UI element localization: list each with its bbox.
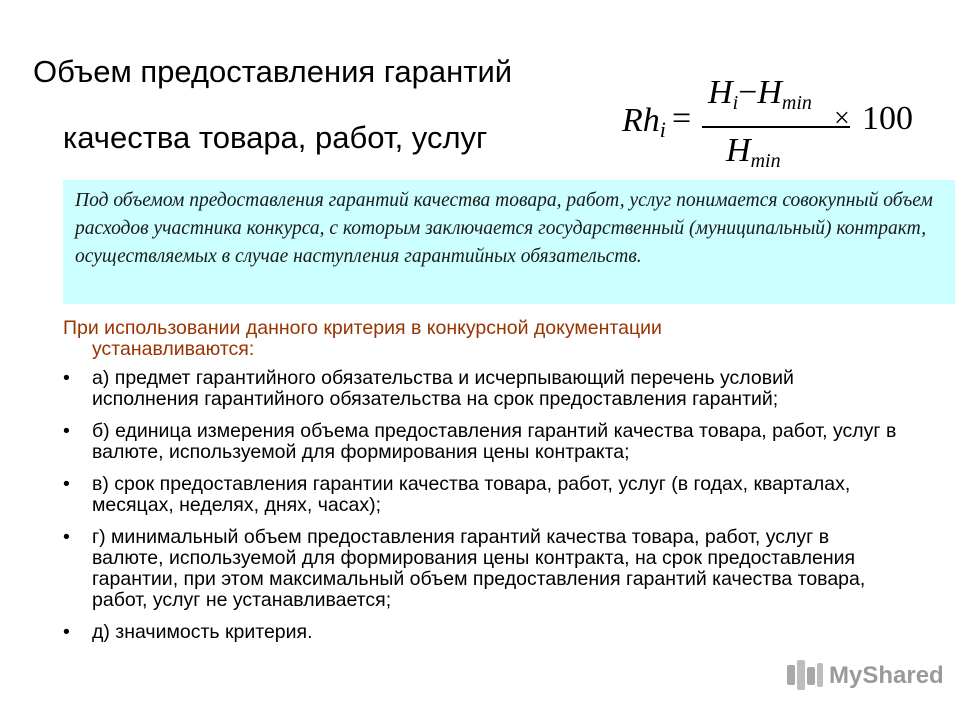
list-item: • в) срок предоставления гарантии качества товара, работ, услуг (в годах, кварталах, месяцах, неделях, днях, часах); <box>63 473 851 516</box>
formula-lhs: $Rh_i$ <box>622 102 666 142</box>
formula-times: × <box>834 103 850 134</box>
intro-text <box>63 318 883 360</box>
intro-line-1: При использовании данного критерия в конкурсной документации <box>63 317 662 339</box>
list-item: • д) значимость критерия. <box>63 621 313 643</box>
intro-line-2: устанавливаются: <box>92 338 255 360</box>
slide-title-line-1: Объем предоставления гарантий <box>33 54 513 89</box>
bullet-icon: • <box>63 367 70 389</box>
formula-fraction-bar <box>702 126 850 128</box>
criteria-list <box>63 368 903 654</box>
bullet-icon: • <box>63 420 70 442</box>
bullet-icon: • <box>63 473 70 495</box>
formula-numerator: $H_i-H_{min}$ <box>708 74 812 114</box>
formula-equals: = <box>672 100 692 137</box>
watermark <box>785 657 944 693</box>
bullet-icon: • <box>63 526 70 548</box>
slide-title-line-2: качества товара, работ, услуг <box>63 120 488 155</box>
list-item: • б) единица измерения объема предоставления гарантий качества товара, работ, услуг в валюте, используемой для формирования цены контракта; <box>63 420 897 463</box>
formula-denominator: $H_{min}$ <box>726 132 781 172</box>
list-item: • а) предмет гарантийного обязательства и исчерпывающий перечень условий исполнения гарантийного обязательства на срок предоставления гарантий; <box>63 367 794 410</box>
myshared-logo-icon <box>785 657 825 693</box>
formula-factor: 100 <box>862 100 913 137</box>
definition-text: Под объемом предоставления гарантий качества товара, работ, услуг понимается совокупный объем расходов участника конкурса, с которым заключается государственный (муниципальный) контракт, осуществляемых в случае наступления гарантийных обязательств. <box>75 190 933 267</box>
formula <box>622 70 922 170</box>
bullet-icon: • <box>63 621 70 643</box>
list-item: • г) минимальный объем предоставления гарантий качества товара, работ, услуг в валюте, используемой для формирования цены контракта, на срок предоставления гарантии, при этом максимальный объем предоставления гарантий качества товара, работ, услуг не устанавливается; <box>63 526 866 611</box>
definition-box <box>63 180 955 304</box>
watermark-text: MyShared <box>829 662 944 689</box>
